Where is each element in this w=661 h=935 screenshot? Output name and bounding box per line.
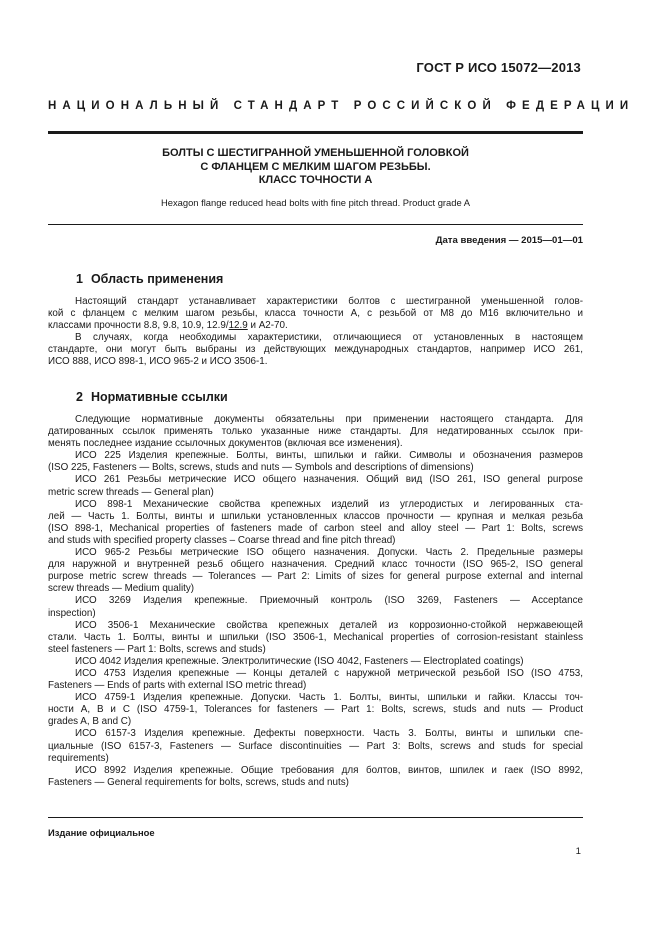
reference-line: ИСО 4759-1 Изделия крепежные. Допуски. Часть 1. Болты, винты, шпильки и гайки. Классы точ- [75,692,583,704]
reference-line: циальные (ISO 6157-3, Fasteners — Surface discontinuities — Part 3: Bolts, screws and studs for special [48,740,583,752]
paragraph-line: ИСО 888, ИСО 898-1, ИСО 965-2 и ИСО 3506-1. [48,356,268,368]
title-line-3: КЛАСС ТОЧНОСТИ А [258,174,373,186]
title-line-1: БОЛТЫ С ШЕСТИГРАННОЙ УМЕНЬШЕННОЙ ГОЛОВКОЙ [162,147,469,159]
reference-line: лей — Часть 1. Болты, винты и шпильки установленных классов прочности — крупная и мелкая резьба [48,510,583,522]
reference-line: requirements) [48,752,109,764]
paragraph-line: датированных ссылок применять только указанные ниже стандарты. Для недатированных ссылок при- [48,426,583,438]
paragraph-line: Следующие нормативные документы обязательны при применении настоящего стандарта. Для [75,414,583,425]
section-1-title: Область применения [90,272,224,286]
page-number: 1 [575,846,581,857]
date-rule [48,224,583,225]
section-1-heading [76,272,223,286]
national-standard-heading: НАЦИОНАЛЬНЫЙ СТАНДАРТ РОССИЙСКОЙ ФЕДЕРАЦИИ [48,100,635,112]
reference-line: для наружной и внутренней резьб общего назначения. Средний класс точности (ISO 965-2, ISO general [48,559,583,571]
footer-rule [48,817,583,818]
section-2-number: 2 [76,390,83,404]
reference-line: ИСО 261 Резьбы метрические ИСО общего назначения. Общий вид (ISO 261, ISO general purpose [75,474,583,486]
section-1-body [48,296,583,369]
paragraph-line: В случаях, когда необходимы характеристики, отличающиеся от установленных в настоящем [75,332,583,344]
underlined-text: 12.9 [228,320,248,332]
reference-line: purpose metric screw threads — Tolerances — Part 2: Limits of sizes for general purpose external and internal [48,571,583,583]
intro-date: Дата введения — 2015—01—01 [435,235,583,246]
reference-line: screw threads — Medium quality) [48,583,195,595]
title-line-2: С ФЛАНЦЕМ С МЕЛКИМ ШАГОМ РЕЗЬБЫ. [200,160,431,173]
reference-line: ИСО 3506-1 Механические свойства крепежных деталей из коррозионно-стойкой нержавеющей [75,619,583,631]
reference-line: grades A, B and C) [48,716,132,728]
header-rule [48,131,583,134]
section-2-body [48,414,583,789]
paragraph-line: менять последнее издание ссылочных документов (включая все изменения). [48,438,403,450]
reference-line: ности А, В и С (ISO 4759-1, Tolerances for fasteners — Part 1: Bolts, screws, studs and nuts — Product [48,704,583,716]
reference-line: ИСО 225 Изделия крепежные. Болты, винты, шпильки и гайки. Символы и обозначения размеров [75,450,583,462]
reference-line: ИСО 3269 Изделия крепежные. Приемочный контроль (ISO 3269, Fasteners — Acceptance [75,595,583,607]
reference-line: (ISO 898-1, Mechanical properties of fasteners made of carbon steel and alloy steel — Part 1: Bolts, screws [48,522,583,534]
gost-code: ГОСТ Р ИСО 15072—2013 [416,60,581,75]
reference-line: ИСО 4042 Изделия крепежные. Электролитические (ISO 4042, Fasteners — Electroplated coatings) [75,655,524,667]
reference-line: and studs with specified property classes – Coarse thread and fine pitch thread) [48,534,396,546]
section-1-number: 1 [76,272,83,286]
reference-line: Fasteners — General requirements for bolts, screws, studs and nuts) [48,776,349,788]
reference-line: inspection) [48,607,96,619]
reference-line: ИСО 6157-3 Изделия крепежные. Дефекты поверхности. Часть 3. Болты, винты и шпильки спе- [75,728,583,740]
section-2-heading [76,390,228,404]
english-title: Hexagon flange reduced head bolts with fine pitch thread. Product grade A [160,197,471,208]
reference-line: (ISO 225, Fasteners — Bolts, screws, studs and nuts — Symbols and descriptions of dimensions) [48,462,474,474]
reference-line: Fasteners — Ends of parts with external ISO metric thread) [48,680,307,692]
paragraph-line: Настоящий стандарт устанавливает характеристики болтов с шестигранной уменьшенной голов- [75,296,583,307]
reference-line: steel fasteners — Part 1: Bolts, screws and studs) [48,643,266,655]
reference-line: metric screw threads — General plan) [48,486,214,498]
section-2-title: Нормативные ссылки [90,390,228,404]
reference-line: ИСО 4753 Изделия крепежные — Концы деталей с наружной метрической резьбой ISO (ISO 4753, [75,667,583,679]
official-edition: Издание официальное [48,827,155,838]
reference-line: ИСО 8992 Изделия крепежные. Общие требования для болтов, винтов, шпилек и гаек (ISO 8992, [75,764,583,776]
paragraph-line: кой с фланцем с мелким шагом резьбы, класса точности А, с резьбой от М8 до М16 включительно и [48,308,583,320]
document-title [48,147,583,188]
reference-line: ИСО 965-2 Резьбы метрические ISO общего назначения. Допуски. Часть 2. Предельные размеры [75,547,583,559]
reference-line: стали. Часть 1. Болты, винты и шпильки (ISO 3506-1, Mechanical properties of corrosion-resistant stainless [48,631,583,643]
reference-line: ИСО 898-1 Механические свойства крепежных изделий из углеродистых и легированных ста- [75,498,583,510]
paragraph-line: классами прочности 8.8, 9.8, 10.9, 12.9/12.9 и А2-70. [48,320,288,332]
paragraph-line: стандарте, они могут быть выбраны из действующих международных стандартов, например ИСО 261, [48,344,583,356]
